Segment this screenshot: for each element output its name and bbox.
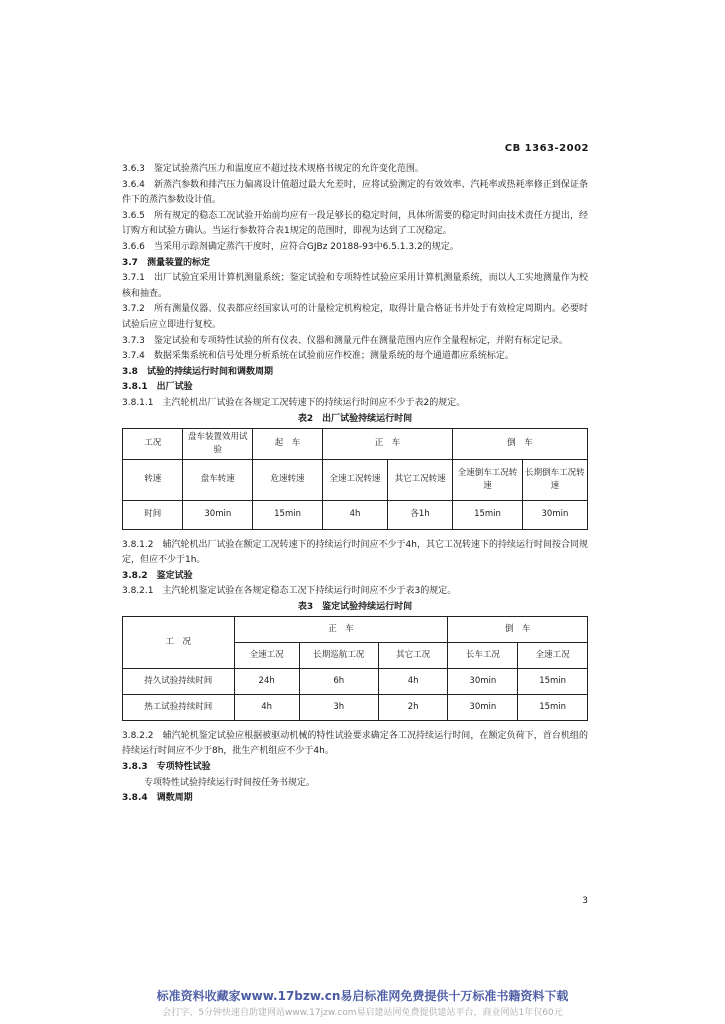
table-cell: 盘车转速 (183, 459, 253, 500)
table-2-group-astern: 倒 车 (453, 428, 588, 459)
table-cell: 2h (378, 694, 448, 720)
table-cell: 长期巡航工况 (299, 642, 378, 668)
clause-3-6-5: 3.6.5 所有规定的稳态工况试验开始前均应有一段足够长的稳定时间，具体所需要的稳定时间由技术责任方提出，经订购方和试验方确认。当运行参数符合表1规定的范围时，即视为达到了工况稳定。 (122, 210, 588, 237)
clause-3-7-1: 3.7.1 出厂试验宜采用计算机测量系统；鉴定试验和专项特性试验应采用计算机测量系统，而以人工实地测量作为校核和抽查。 (122, 273, 588, 299)
clause-3-8-2-2: 3.8.2.2 辅汽轮机鉴定试验应根据被驱动机械的特性试验要求确定各工况持续运行时间，在额定负荷下，首台机组的持续运行时间应不少于8h，批生产机组应不少于4h。 (122, 730, 588, 757)
table-cell: 长车工况 (448, 642, 518, 668)
standard-code: CB 1363-2002 (504, 143, 589, 154)
footer-watermark-link[interactable]: 标准资料收藏家www.17bzw.cn易启标准网免费提供十万标准书籍资料下载 (156, 989, 569, 1003)
table-cell: 30min (183, 500, 253, 529)
table-cell: 4h (378, 668, 448, 694)
table-cell: 各1h (388, 500, 453, 529)
table-3-row-label: 热工试验持续时间 (123, 694, 235, 720)
table-row (123, 500, 588, 529)
table-2-group-turning: 盘车装置效用试验 (183, 428, 253, 459)
table-cell: 长期倒车工况转速 (522, 459, 587, 500)
table-3-group-astern: 倒 车 (448, 616, 588, 642)
table-2-group-ahead: 正 车 (322, 428, 452, 459)
heading-3-7: 3.7 测量装置的标定 (122, 257, 210, 268)
table-cell: 3h (299, 694, 378, 720)
heading-3-8: 3.8 试验的持续运行时间和调数周期 (122, 366, 273, 377)
heading-3-8-2: 3.8.2 鉴定试验 (122, 570, 193, 581)
table-2-caption: 表2 出厂试验持续运行时间 (297, 413, 413, 424)
table-cell: 30min (448, 668, 518, 694)
clause-3-6-3: 3.6.3 鉴定试验蒸汽压力和温度应不超过技术规格书规定的允许变化范围。 (122, 164, 424, 174)
clause-3-8-3-text: 专项特性试验持续运行时间按任务书规定。 (144, 777, 316, 788)
table-row (123, 616, 588, 642)
table-3-group-ahead: 正 车 (234, 616, 448, 642)
table-3-row-label: 持久试验持续时间 (123, 668, 235, 694)
clause-3-6-6: 3.6.6 当采用示踪剂确定蒸汽干度时，应符合GJBz 20188-93中6.5.1.3.2的规定。 (122, 241, 459, 252)
table-cell: 其它工况 (378, 642, 448, 668)
table-cell: 30min (448, 694, 518, 720)
table-2-row-label: 转速 (123, 459, 183, 500)
table-cell: 全速工况 (234, 642, 299, 668)
table-3-row-head: 工 况 (123, 616, 235, 668)
document-body (122, 162, 588, 807)
clause-3-8-1-2: 3.8.1.2 辅汽轮机出厂试验在额定工况转速下的持续运行时间应不少于4h，其它工况转速下的持续运行时间按合同规定，但应不少于1h。 (122, 539, 588, 566)
table-row (123, 694, 588, 720)
table-row (123, 668, 588, 694)
heading-3-8-3: 3.8.3 专项特性试验 (122, 762, 211, 773)
clause-3-8-2-1: 3.8.2.1 主汽轮机鉴定试验在各规定稳态工况下持续运行时间应不少于表3的规定。 (122, 586, 457, 597)
table-3-caption: 表3 鉴定试验持续运行时间 (297, 601, 413, 612)
table-cell: 全速工况转速 (322, 459, 387, 500)
clause-3-8-1-1: 3.8.1.1 主汽轮机出厂试验在各规定工况转速下的持续运行时间应不少于表2的规定。 (122, 397, 466, 408)
clause-3-7-4: 3.7.4 数据采集系统和信号处理分析系统在试验前应作校准；测量系统的每个通道都应系统标定。 (122, 351, 514, 362)
heading-3-8-1: 3.8.1 出厂试验 (122, 382, 193, 393)
table-2 (122, 428, 588, 530)
table-row (123, 428, 588, 459)
table-cell: 4h (234, 694, 299, 720)
table-cell: 24h (234, 668, 299, 694)
table-cell: 全速工况 (518, 642, 588, 668)
clause-3-7-3: 3.7.3 鉴定试验和专项特性试验的所有仪表、仪器和测量元件在测量范围内应作全量程标定，并附有标定记录。 (122, 335, 568, 346)
footer-watermark-sub[interactable]: 会打字、5分钟快速自助建网站www.17jzw.com易启建站网免费提供建站平台，商业网站1年仅60元 (162, 1008, 563, 1018)
table-cell: 30min (522, 500, 587, 529)
table-row (123, 459, 588, 500)
table-cell: 全速倒车工况转速 (453, 459, 523, 500)
clause-3-6-4: 3.6.4 新蒸汽参数和排汽压力偏离设计值超过最大允差时，应将试验测定的有效效率、汽耗率或热耗率修正到保证条件下的蒸汽参数设计值。 (122, 179, 588, 206)
table-cell: 危速转速 (253, 459, 323, 500)
table-2-row-label: 工况 (123, 428, 183, 459)
heading-3-8-4: 3.8.4 调数周期 (122, 793, 193, 804)
table-2-group-start: 起 车 (253, 428, 323, 459)
table-cell: 其它工况转速 (388, 459, 453, 500)
table-cell: 15min (253, 500, 323, 529)
table-cell: 6h (299, 668, 378, 694)
table-3 (122, 616, 588, 721)
page-number: 3 (582, 896, 588, 906)
table-cell: 15min (453, 500, 523, 529)
table-cell: 4h (322, 500, 387, 529)
table-cell: 15min (518, 668, 588, 694)
table-cell: 15min (518, 694, 588, 720)
table-2-row-label: 时间 (123, 500, 183, 529)
clause-3-7-2: 3.7.2 所有测量仪器、仪表都应经国家认可的计量检定机构检定，取得计量合格证书并处于有效检定周期内。必要时试验后应立即进行复校。 (122, 304, 588, 330)
